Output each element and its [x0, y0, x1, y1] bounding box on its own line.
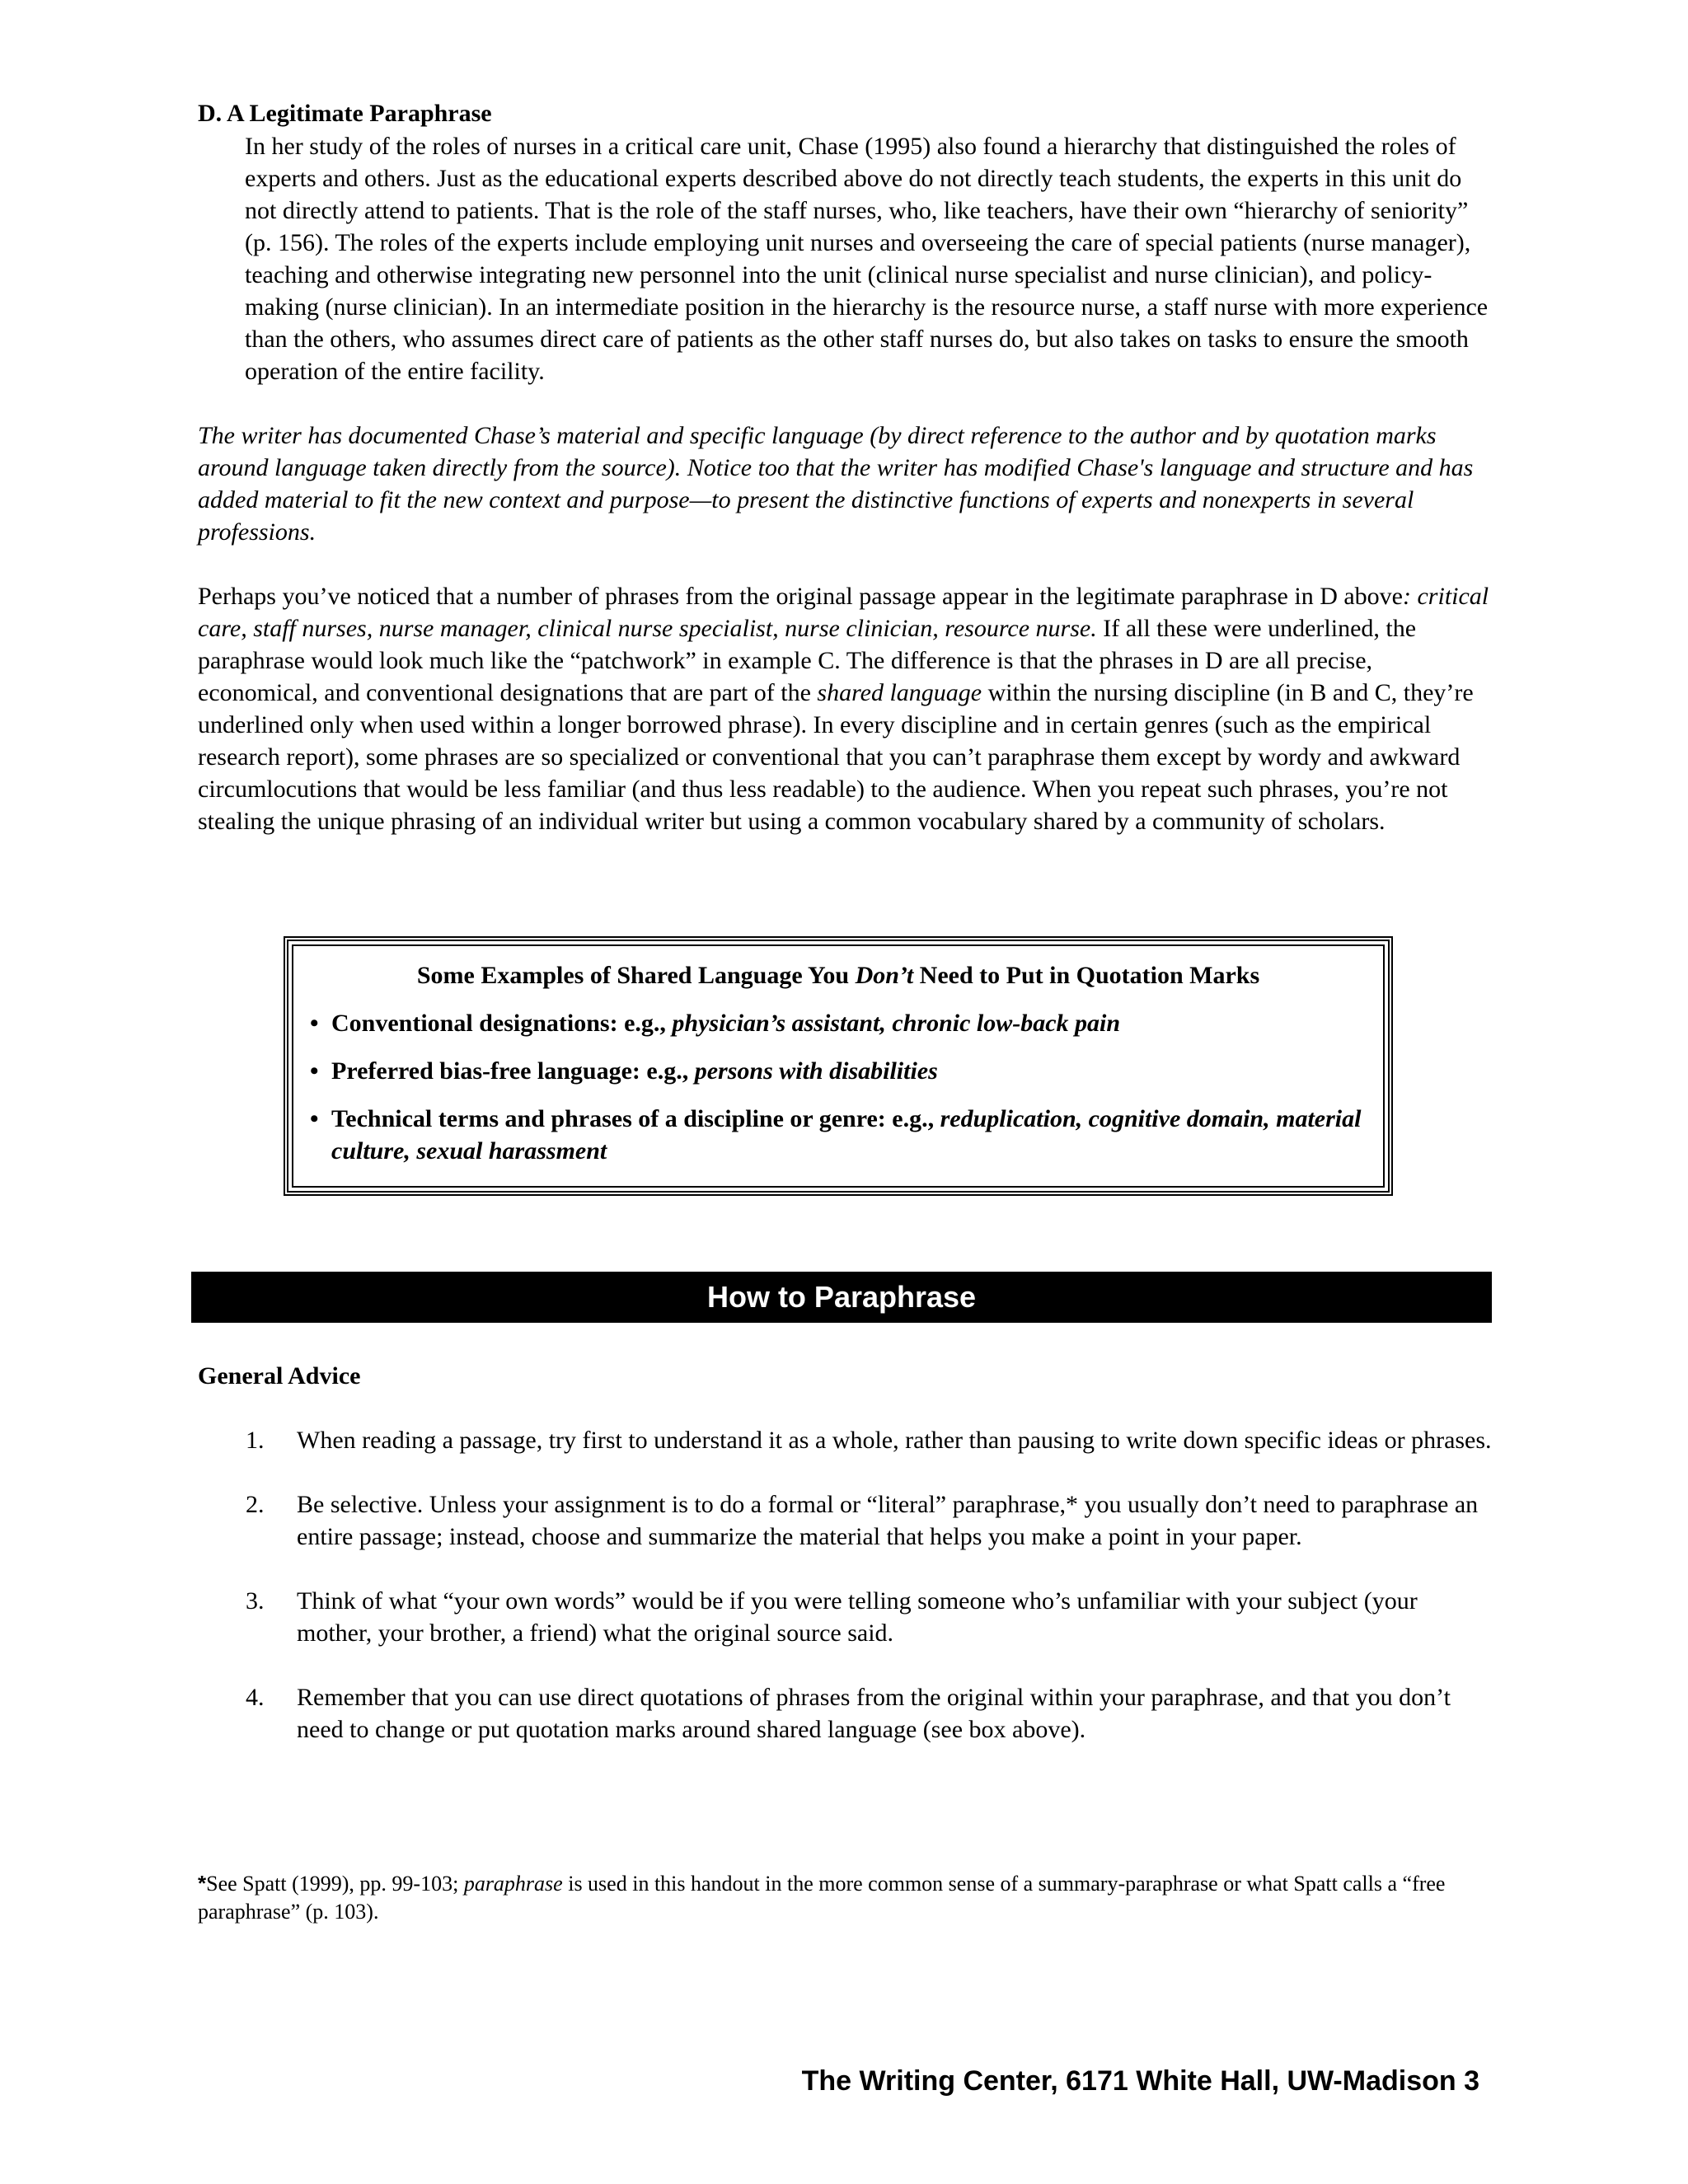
footnote-term: paraphrase	[463, 1872, 563, 1896]
how-to-paraphrase-banner: How to Paraphrase	[191, 1272, 1492, 1323]
advice-number: 1.	[246, 1427, 265, 1454]
footnote	[198, 1869, 1492, 1926]
bullet-icon: •	[310, 1010, 319, 1037]
footnote-text-1: See Spatt (1999), pp. 99-103;	[206, 1872, 464, 1896]
example-label: Preferred bias-free language: e.g.,	[331, 1057, 695, 1085]
example-values: reduplication, cognitive domain, material culture, sexual harassment	[331, 1105, 1362, 1165]
advice-text: Remember that you can use direct quotations of phrases from the original within your paraphrase, and that you don’t need to change or put quotation marks around shared language (see box above).	[297, 1684, 1451, 1743]
advice-number: 4.	[246, 1684, 265, 1711]
advice-item	[198, 1681, 1492, 1746]
example-label: Technical terms and phrases of a discipline or genre: e.g.,	[331, 1105, 940, 1132]
advice-item	[198, 1488, 1492, 1553]
box-heading-emphasis: Don’t	[855, 962, 914, 989]
bullet-icon: •	[310, 1057, 319, 1085]
shared-language-text-3: within the nursing discipline (in B and C, they’re underlined only when used within a longer borrowed phrase). In every discipline and in certain genres (such as the empirical research report), some phrases are so specialized or conventional that you can’t paraphrase them except by wordy and awkward circumlocutions that would be less familiar (and thus less readable) to the audience. When you repeat such phrases, you’re not stealing the unique phrasing of an individual writer but using a common vocabulary shared by a community of scholars.	[198, 679, 1474, 835]
box-heading-text-1: Some Examples of Shared Language You	[416, 962, 856, 989]
page-footer: The Writing Center, 6171 White Hall, UW-Madison 3	[801, 2065, 1479, 2097]
bullet-icon: •	[310, 1105, 319, 1132]
box-heading	[310, 959, 1367, 992]
shared-language-paragraph	[198, 580, 1492, 837]
example-label: Conventional designations: e.g.,	[331, 1010, 673, 1037]
example-values: persons with disabilities	[694, 1057, 938, 1085]
advice-number: 2.	[246, 1491, 265, 1518]
shared-language-term: shared language	[817, 679, 982, 706]
shared-language-text-2: If all these were underlined, the paraphrase would look much like the “patchwork” in example C. The difference is that the phrases in D are all precise, economical, and conventional designations that are part of the	[198, 615, 1417, 706]
example-values: physician’s assistant, chronic low-back pain	[672, 1010, 1121, 1037]
advice-item	[198, 1424, 1492, 1456]
advice-text: Think of what “your own words” would be if you were telling someone who’s unfamiliar with your subject (your mother, your brother, a friend) what the original source said.	[297, 1587, 1418, 1647]
footnote-text-2: is used in this handout in the more common sense of a summary-paraphrase or what Spatt calls a “free paraphrase” (p. 103).	[198, 1872, 1446, 1924]
examples-list-item	[310, 1103, 1367, 1167]
document-page	[198, 97, 1492, 1924]
advice-list	[198, 1424, 1492, 1778]
section-d-title: D. A Legitimate Paraphrase	[198, 100, 492, 127]
footnote-star: *	[198, 1871, 207, 1896]
advice-item	[198, 1585, 1492, 1649]
commentary-paragraph: The writer has documented Chase’s material and specific language (by direct reference to the author and by quotation marks around language taken directly from the source). Notice too that the writer has modified Chase's language and structure and has added material to fit the new context and purpose—to present the distinctive functions of experts and nonexperts in several professions.	[198, 422, 1474, 546]
advice-text: When reading a passage, try first to understand it as a whole, rather than pausing to write down specific ideas or phrases.	[297, 1427, 1492, 1454]
shared-language-phrases: : critical care, staff nurses, nurse manager, clinical nurse specialist, nurse clinician, resource nurse.	[198, 583, 1489, 642]
examples-list	[310, 1007, 1367, 1167]
examples-list-item	[310, 1007, 1367, 1039]
legitimate-paraphrase-text: In her study of the roles of nurses in a critical care unit, Chase (1995) also found a hierarchy that distinguished the roles of experts and others. Just as the educational experts described above do not directly teach students, the experts in this unit do not directly attend to patients. That is the role of the staff nurses, who, like teachers, have their own “hierarchy of seniority” (p. 156). The roles of the experts include employing unit nurses and overseeing the care of special patients (nurse manager), teaching and otherwise integrating new personnel into the unit (clinical nurse specialist and nurse clinician), and policy-making (nurse clinician). In an intermediate position in the hierarchy is the resource nurse, a staff nurse with more experience than the others, who assumes direct care of patients as the other staff nurses do, but also takes on tasks to ensure the smooth operation of the entire facility.	[245, 133, 1489, 385]
advice-text: Be selective. Unless your assignment is to do a formal or “literal” paraphrase,* you usually don’t need to paraphrase an entire passage; instead, choose and summarize the material that helps you make a point in your paper.	[297, 1491, 1479, 1550]
examples-list-item	[310, 1055, 1367, 1087]
shared-language-text-1: Perhaps you’ve noticed that a number of phrases from the original passage appear in the legitimate paraphrase in D above	[198, 583, 1403, 610]
advice-number: 3.	[246, 1587, 265, 1615]
general-advice-heading: General Advice	[198, 1362, 361, 1390]
box-heading-text-2: Need to Put in Quotation Marks	[913, 962, 1260, 989]
shared-language-examples-box	[284, 936, 1393, 1196]
